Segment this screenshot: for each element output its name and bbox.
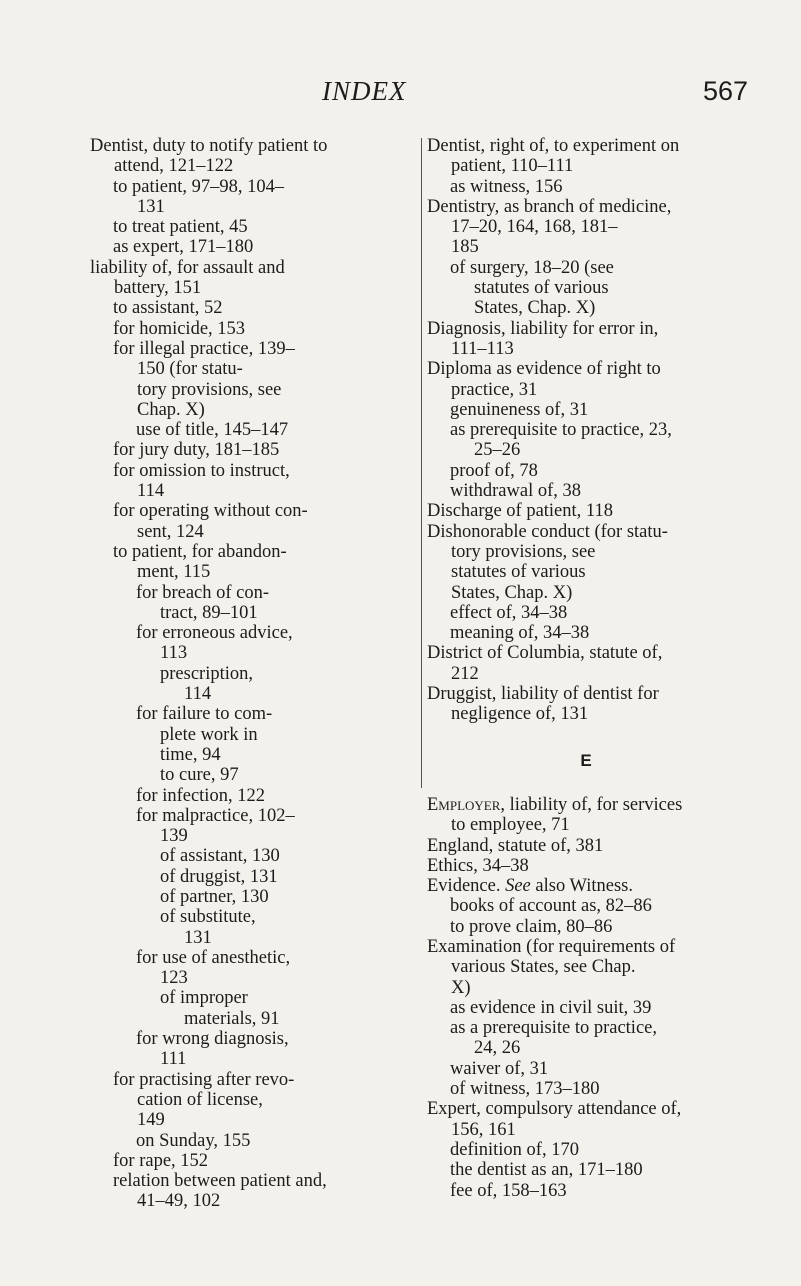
index-entry [90,704,416,765]
index-entry [90,237,416,257]
index-entry-continuation: battery, 151 [114,278,202,299]
index-entry-text: for breach of con- [136,582,270,603]
index-entry-continuation: 41–49, 102 [137,1191,221,1212]
index-entry-text: to assistant, 52 [113,298,223,319]
index-entry-text: of witness, 173–180 [450,1079,600,1100]
index-entry-continuation: 113 [160,643,188,664]
index-entry-text: Dentist, duty to notify patient to [90,136,328,156]
index-entry [427,1140,745,1160]
index-entry-continuation: 149 [137,1110,165,1131]
index-entry [90,339,416,420]
index-entry-continuation: tract, 89–101 [160,602,258,623]
index-entry-continuation: 123 [160,968,188,989]
index-entry-text: waiver of, 31 [450,1058,549,1079]
index-entry-text: for operating without con- [113,501,308,522]
index-entry-continuation: 114 [137,481,165,502]
index-entry [90,440,416,460]
index-entry-continuation: tory provisions, see [451,541,596,562]
index-entry-text: as expert, 171–180 [113,237,254,258]
index-entry-text: as a prerequisite to practice, [450,1018,657,1039]
index-entry [90,217,416,237]
index-entry [90,461,416,502]
index-entry [427,1059,745,1079]
index-entry [427,461,745,481]
index-entry-text: for malpractice, 102– [136,805,295,826]
index-entry [427,836,745,856]
index-section-e [427,795,745,1201]
index-entry [427,1099,745,1140]
index-entry-continuation: 131 [184,927,212,948]
index-entry [427,258,745,319]
index-entry-text: for use of anesthetic, [136,947,291,968]
page-number: 567 [703,76,749,106]
index-entry-continuation: negligence of, 131 [451,704,589,725]
index-entry-text: of substitute, [160,907,256,928]
index-entry [90,1070,416,1131]
index-entry [90,988,416,1029]
index-entry [427,684,745,725]
index-entry-text: of surgery, 18–20 (see [450,257,614,278]
index-entry [427,603,745,623]
index-entry-text: meaning of, 34–38 [450,623,590,644]
index-entry-continuation: 212 [451,663,479,684]
index-entry [427,319,745,360]
index-entry-continuation: 114 [184,684,212,705]
index-entry-text: Diagnosis, liability for error in, [427,318,659,339]
index-entry [427,359,745,400]
index-entry [427,643,745,684]
index-entry-continuation: practice, 31 [451,379,538,400]
index-entry-continuation: 17–20, 164, 168, 181– [451,217,618,238]
index-entry [427,998,745,1018]
index-entry [90,1029,416,1070]
index-entry-text: Employer, liability of, for services [427,794,683,815]
index-entry-text: as witness, 156 [450,176,563,197]
index-entry-text: Druggist, liability of dentist for [427,684,659,705]
index-entry-continuation: sent, 124 [137,521,204,542]
page-header [0,76,801,116]
index-entry-text: proof of, 78 [450,460,538,481]
index-entry-text: to patient, 97–98, 104– [113,176,285,197]
index-entry-continuation: statutes of various [451,562,586,583]
index-entry [90,319,416,339]
index-entry-text: of partner, 130 [160,886,269,907]
index-entry [90,420,416,440]
see-also-target: also Witness. [530,876,633,897]
index-entry-text: effect of, 34–38 [450,602,568,623]
index-entry-text: withdrawal of, 38 [450,481,582,502]
index-entry-text: for infection, 122 [136,785,265,806]
section-letter-e: E [580,750,592,770]
index-entry-text: Examination (for requirements of [427,936,676,957]
index-entry-continuation: various States, see Chap. [451,957,636,978]
index-entry-text: on Sunday, 155 [136,1130,251,1151]
index-entry [90,806,416,847]
index-entry [90,258,416,299]
index-entry-text: for illegal practice, 139– [113,338,295,359]
index-entry-text: District of Columbia, statute of, [427,643,663,664]
index-entry-continuation: books of account as, 82–86 [450,896,652,917]
index-entry [427,876,745,917]
page-title: INDEX [322,76,407,106]
index-entry-text: prescription, [160,663,253,684]
column-divider [421,138,422,788]
index-entry-continuation: attend, 121–122 [114,156,234,177]
index-entry-text: Dishonorable conduct (for statu- [427,521,668,542]
index-entry-text: for rape, 152 [113,1150,209,1171]
index-entry-text: Expert, compulsory attendance of, [427,1099,682,1120]
index-entry-continuation: Chap. X) [137,399,205,420]
index-entry-continuation: 150 (for statu- [137,359,243,380]
index-entry [90,298,416,318]
index-entry-text: for practising after revo- [113,1069,295,1090]
index-entry [90,846,416,866]
index-entry [427,177,745,197]
index-entry [90,136,416,177]
index-entry-text: Dentistry, as branch of medicine, [427,196,672,217]
index-column-right [427,136,745,1201]
index-entry-text: to patient, for abandon- [113,541,287,562]
index-entry [427,400,745,420]
index-entry [427,522,745,603]
index-entry-continuation: to employee, 71 [451,815,570,836]
index-entry-continuation: materials, 91 [184,1008,280,1029]
index-entry-continuation: time, 94 [160,744,221,765]
index-entry-text: of assistant, 130 [160,846,280,867]
index-entry [427,795,745,836]
index-entry-continuation: States, Chap. X) [451,582,573,603]
index-section-d [427,136,745,725]
index-entry-continuation: ment, 115 [137,562,211,583]
index-entry [427,1160,745,1180]
index-entry [427,917,745,937]
index-entry [427,623,745,643]
index-entry-text: to prove claim, 80–86 [450,916,613,937]
index-entry [90,177,416,218]
index-entry [427,501,745,521]
index-entry-text: Evidence. See also Witness. [427,876,633,897]
index-entry [427,136,745,177]
index-entry-text: as prerequisite to practice, 23, [450,420,672,441]
index-entry-continuation: plete work in [160,724,258,745]
index-entry-text: as evidence in civil suit, 39 [450,997,652,1018]
index-column-left [90,136,416,1212]
index-entry [90,786,416,806]
index-entry [427,1018,745,1059]
index-entry-text: for homicide, 153 [113,318,246,339]
index-entry [90,765,416,785]
index-entry-continuation: States, Chap. X) [474,298,596,319]
index-entry-text: liability of, for assault and [90,257,285,278]
index-entry [427,1181,745,1201]
index-entry-text: relation between patient and, [113,1171,327,1192]
index-entry-continuation: tory provisions, see [137,379,282,400]
index-entry-continuation: 111–113 [451,338,514,359]
index-entry-text: to cure, 97 [160,765,239,786]
index-entry-text: for omission to instruct, [113,460,290,481]
index-entry-text: Dentist, right of, to experiment on [427,136,680,156]
index-entry-text: England, statute of, 381 [427,835,604,856]
index-entry-text: of improper [160,988,248,1009]
index-entry-text: genuineness of, 31 [450,399,589,420]
index-entry [90,1131,416,1151]
index-entry [90,583,416,624]
index-entry [90,907,416,948]
index-entry-continuation: cation of license, [137,1089,263,1110]
index-entry [90,664,416,705]
index-entry-text: Ethics, 34–38 [427,855,529,876]
index-heading-word: Employer [427,794,501,815]
index-entry-text: Discharge of patient, 118 [427,501,613,522]
index-entry [427,481,745,501]
index-entry-continuation: patient, 110–111 [451,156,574,177]
index-entry [90,948,416,989]
index-entry-text: definition of, 170 [450,1139,579,1160]
index-entry-text: for jury duty, 181–185 [113,440,280,461]
index-entry-continuation: 156, 161 [451,1119,516,1140]
index-entry-text: fee of, 158–163 [450,1180,567,1201]
index-entry [90,867,416,887]
index-entry-continuation: statutes of various [474,278,609,299]
index-entry-text: use of title, 145–147 [136,420,289,441]
index-entry [90,623,416,664]
index-entry-text: to treat patient, 45 [113,217,248,238]
index-entry-continuation: 185 [451,237,479,258]
index-entry-text: of druggist, 131 [160,866,278,887]
index-entry [427,1079,745,1099]
index-entry-text: for failure to com- [136,704,273,725]
index-entry-text: for erroneous advice, [136,623,293,644]
index-entry-continuation: 131 [137,196,165,217]
index-entry-text: for wrong diagnosis, [136,1029,289,1050]
see-also-label: See [505,876,531,897]
index-entry [90,1151,416,1171]
index-entry-continuation: 25–26 [474,440,521,461]
index-entry [427,420,745,461]
index-entry-text: Diploma as evidence of right to [427,359,661,380]
index-entry-continuation: X) [451,977,471,998]
index-entry-continuation: 24, 26 [474,1038,521,1059]
index-entry [427,937,745,998]
index-entry-continuation: 139 [160,826,188,847]
index-entry [90,1171,416,1212]
index-entry-continuation: 111 [160,1049,187,1070]
index-entry [90,542,416,583]
index-entry [427,197,745,258]
index-entry [90,501,416,542]
index-entry [427,856,745,876]
index-entry-text: the dentist as an, 171–180 [450,1160,643,1181]
index-entry [90,887,416,907]
